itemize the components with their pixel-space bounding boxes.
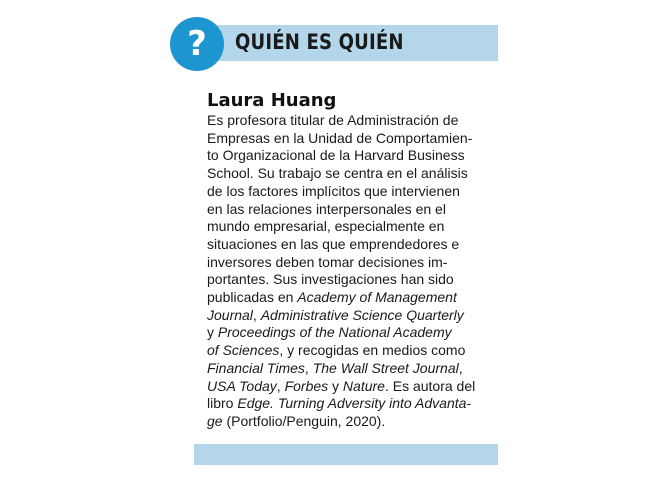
profile-card (207, 90, 497, 431)
text-run: , (252, 306, 261, 323)
bio-line (207, 360, 497, 378)
text-run: Empresas en la Unidad de Comportamien- (207, 129, 473, 146)
bio-line (207, 165, 497, 183)
text-run: inversores deben tomar decisiones im- (207, 253, 448, 270)
text-run: situaciones en las que emprendedores e (207, 235, 460, 252)
text-run: , (458, 359, 463, 376)
bio-line (207, 183, 497, 201)
italic-text: Financial Times (207, 359, 305, 376)
footer-band (194, 444, 498, 465)
bio-line (207, 218, 497, 236)
bio-line (207, 289, 497, 307)
italic-text: Academy of Management (297, 289, 457, 306)
text-run: portantes. Sus investigaciones han sido (207, 271, 454, 288)
text-run: , y recogidas en medios como (279, 342, 466, 359)
bio-line (207, 307, 497, 325)
bio-line (207, 130, 497, 148)
text-run: to Organizacional de la Harvard Business (207, 147, 465, 164)
text-run: . Es autora del (384, 377, 476, 394)
italic-text: Nature (342, 377, 385, 394)
italic-text: USA Today (207, 377, 277, 394)
bio-line (207, 147, 497, 165)
text-run: publicadas en (207, 289, 298, 306)
italic-text: Administrative Science Quarterly (260, 306, 464, 323)
text-run: School. Su trabajo se centra en el análisis (207, 165, 468, 182)
text-run: , (304, 359, 313, 376)
text-run: y (328, 377, 343, 394)
text-run: libro (207, 395, 238, 412)
text-run: mundo empresarial, especialmente en (207, 218, 445, 235)
italic-text: Forbes (284, 377, 329, 394)
bio-line (207, 112, 497, 130)
bio-line (207, 413, 497, 431)
question-badge (170, 17, 224, 71)
italic-text: Edge. Turning Adversity into Advanta- (237, 395, 472, 412)
bio-text (207, 112, 497, 431)
bio-line (207, 201, 497, 219)
italic-text: Proceedings of the National Academy (217, 324, 452, 341)
italic-text: ge (207, 412, 223, 429)
italic-text: of Sciences (207, 342, 280, 359)
bio-line (207, 395, 497, 413)
bio-line (207, 378, 497, 396)
text-run: , (276, 377, 285, 394)
question-icon: ? (187, 24, 207, 64)
bio-line (207, 324, 497, 342)
text-run: de los factores implícitos que intervienen (207, 182, 460, 199)
bio-line (207, 342, 497, 360)
text-run: (Portfolio/Penguin, 2020). (222, 412, 386, 429)
section-title: QUIÉN ES QUIÉN (235, 30, 404, 54)
italic-text: The Wall Street Journal (312, 359, 459, 376)
text-run: en las relaciones interpersonales en el (207, 200, 446, 217)
text-run: Es profesora titular de Administración de (207, 112, 459, 128)
italic-text: Journal (207, 306, 253, 323)
text-run: y (207, 324, 218, 341)
person-name: Laura Huang (207, 90, 337, 111)
bio-line (207, 236, 497, 254)
bio-line (207, 271, 497, 289)
bio-line (207, 254, 497, 272)
